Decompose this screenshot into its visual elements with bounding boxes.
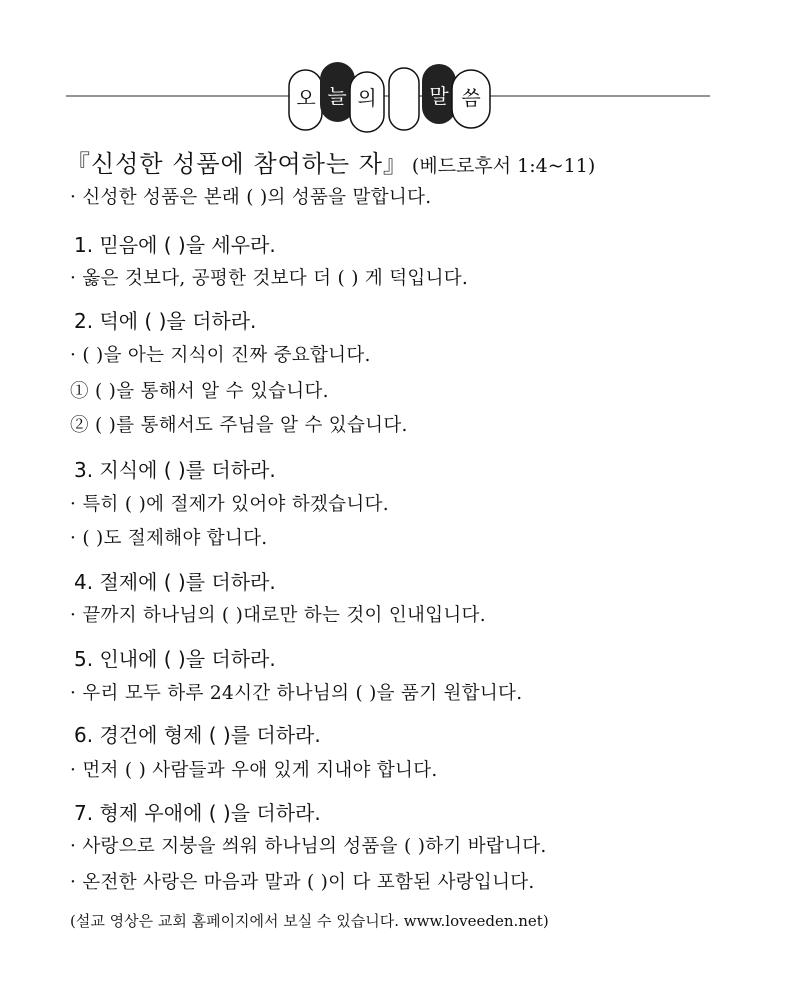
outline-heading: 6. 경건에 형제 ( )를 더하라. <box>74 723 321 747</box>
header-banner <box>0 0 792 135</box>
outline-line: · 옳은 것보다, 공평한 것보다 더 ( ) 게 덕입니다. <box>70 268 469 289</box>
outline-line: · 먼저 ( ) 사람들과 우애 있게 지내야 합니다. <box>70 760 438 781</box>
header-badge-graphic <box>0 0 792 135</box>
outline-line: · ( )을 아는 지식이 진짜 중요합니다. <box>70 345 371 366</box>
outline-heading: 5. 인내에 ( )을 더하라. <box>74 647 276 671</box>
outline-heading: 1. 믿음에 ( )을 세우라. <box>74 233 276 257</box>
outline-heading: 7. 형제 우애에 ( )을 더하라. <box>74 801 321 825</box>
badge-pill-4 <box>389 68 419 130</box>
outline-heading: 2. 덕에 ( )을 더하라. <box>74 309 257 333</box>
scripture-reference: (베드로후서 1:4~11) <box>411 155 596 177</box>
outline-line: ① ( )을 통해서 알 수 있습니다. <box>70 381 329 402</box>
outline-heading: 3. 지식에 ( )를 더하라. <box>74 458 276 482</box>
badge-char-3: 의 <box>357 86 377 110</box>
footer-note: (설교 영상은 교회 홈페이지에서 보실 수 있습니다. www.loveeden.net) <box>70 912 549 930</box>
outline-line: · 온전한 사랑은 마음과 말과 ( )이 다 포함된 사랑입니다. <box>70 872 535 893</box>
badge-char-5: 말 <box>429 84 449 108</box>
badge-char-6: 씀 <box>461 86 481 110</box>
outline-line: · ( )도 절제해야 합니다. <box>70 528 268 549</box>
outline-line: · 사랑으로 지붕을 씌워 하나님의 성품을 ( )하기 바랍니다. <box>70 836 547 857</box>
outline-line: · 특히 ( )에 절제가 있어야 하겠습니다. <box>70 494 389 515</box>
sermon-title <box>66 144 595 179</box>
sermon-title-main: 『신성한 성품에 참여하는 자』 <box>66 150 408 178</box>
outline-line: · 신성한 성품은 본래 ( )의 성품을 말합니다. <box>70 187 432 208</box>
outline-line: · 끝까지 하나님의 ( )대로만 하는 것이 인내입니다. <box>70 605 486 626</box>
badge-char-2: 늘 <box>327 84 347 108</box>
badge-char-1: 오 <box>296 86 316 110</box>
outline-heading: 4. 절제에 ( )를 더하라. <box>74 570 276 594</box>
outline-line: ② ( )를 통해서도 주님을 알 수 있습니다. <box>70 415 408 436</box>
outline-line: · 우리 모두 하루 24시간 하나님의 ( )을 품기 원합니다. <box>70 683 523 704</box>
